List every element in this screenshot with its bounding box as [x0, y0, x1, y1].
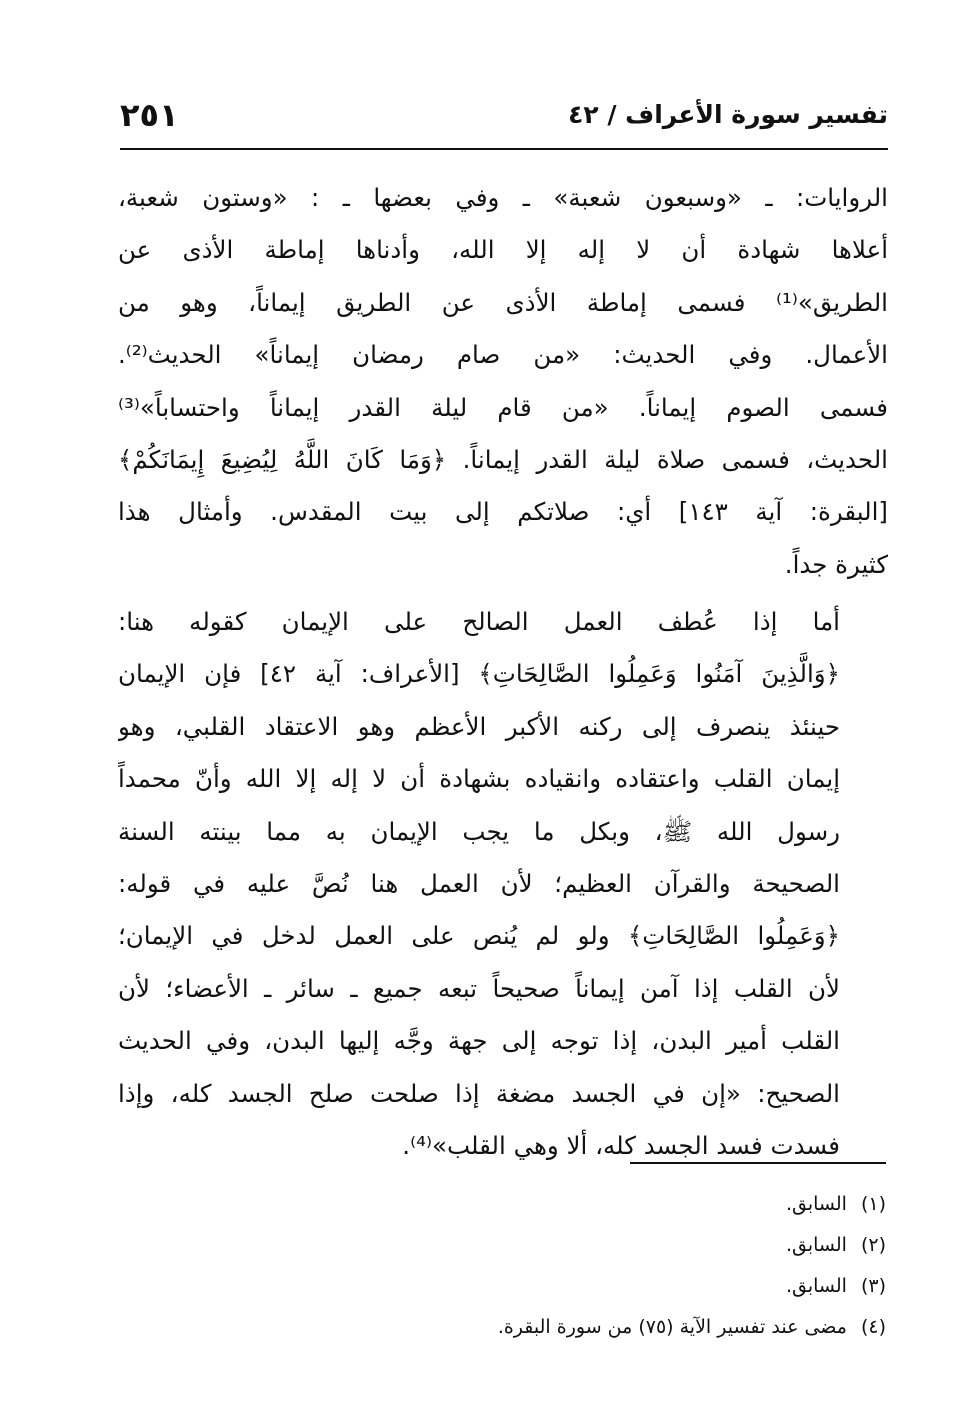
footnote-number: (١)	[860, 1193, 886, 1215]
text-line: لأن القلب إذا آمن إيماناً صحيحاً تبعه جميع ـ سائر ـ الأعضاء؛ لأن	[118, 973, 840, 1003]
footnote	[286, 1225, 886, 1266]
header-divider	[120, 148, 888, 150]
text-line: رسول الله ﷺ، وبكل ما يجب الإيمان به مما بينته السنة	[118, 816, 840, 846]
text-line: إيمان القلب واعتقاده وانقياده بشهادة أن لا إله إلا الله وأنّ محمداً	[118, 764, 840, 794]
running-head: تفسير سورة الأعراف / ٤٢	[568, 100, 888, 129]
text-line: القلب أمير البدن، إذا توجه إلى جهة وجَّه إليها البدن، وفي الحديث	[118, 1026, 840, 1056]
text-line: كثيرة جداً.	[784, 549, 888, 579]
text-line: فسدت فسد الجسد كله، ألا وهي القلب»⁽⁴⁾.	[402, 1131, 840, 1161]
text-line: أعلاها شهادة أن لا إله إلا الله، وأدناها إماطة الأذى عن	[118, 235, 888, 265]
footnote-number: (٣)	[860, 1275, 886, 1297]
text-line: الصحيح: «إن في الجسد مضغة إذا صلحت صلح الجسد كله، وإذا	[118, 1078, 840, 1108]
footnote	[286, 1184, 886, 1225]
text-line: الحديث، فسمى صلاة ليلة القدر إيماناً. ﴿وَمَا كَانَ اللَّهُ لِيُضِيعَ إِيمَانَكُمْ﴾	[118, 445, 888, 475]
text-line: أما إذا عُطف العمل الصالح على الإيمان كقوله هنا:	[118, 607, 840, 636]
footnote-number: (٤)	[860, 1316, 886, 1338]
footnote-divider	[630, 1162, 886, 1164]
paragraph-2	[118, 596, 888, 1172]
text-line: ﴿وَالَّذِينَ آمَنُوا وَعَمِلُوا الصَّالِحَاتِ﴾ [الأعراف: آية ٤٢] فإن الإيمان	[118, 659, 840, 689]
footnote-text: السابق.	[785, 1275, 847, 1297]
footnote-text: السابق.	[785, 1193, 847, 1215]
footnote	[286, 1266, 886, 1307]
page-header	[120, 92, 888, 136]
text-line: حينئذ ينصرف إلى ركنه الأكبر الأعظم وهو الاعتقاد القلبي، وهو	[118, 711, 840, 741]
text-line: ﴿وَعَمِلُوا الصَّالِحَاتِ﴾ ولو لم يُنص على العمل لدخل في الإيمان؛	[118, 921, 840, 951]
footnote	[286, 1307, 886, 1348]
footnote-text: السابق.	[785, 1234, 847, 1256]
text-line: [البقرة: آية ١٤٣] أي: صلاتكم إلى بيت المقدس. وأمثال هذا	[118, 497, 888, 527]
text-line: الصحيحة والقرآن العظيم؛ لأن العمل هنا نُصَّ عليه في قوله:	[118, 869, 840, 899]
text-line: الروايات: ـ «وسبعون شعبة» ـ وفي بعضها ـ : «وستون شعبة،	[118, 183, 888, 212]
footnote-text: مضى عند تفسير الآية (٧٥) من سورة البقرة.	[497, 1316, 847, 1338]
text-line: الأعمال. وفي الحديث: «من صام رمضان إيماناً» الحديث⁽²⁾.	[118, 340, 888, 370]
text-line: الطريق»⁽¹⁾ فسمى إماطة الأذى عن الطريق إيماناً، وهو من	[118, 287, 888, 317]
paragraph-1	[118, 172, 888, 591]
page-number: ٢٥١	[120, 96, 179, 134]
text-line: فسمى الصوم إيماناً. «من قام ليلة القدر إيماناً واحتساباً»⁽³⁾	[118, 392, 888, 422]
footnote-number: (٢)	[860, 1234, 886, 1256]
footnotes	[286, 1184, 886, 1348]
